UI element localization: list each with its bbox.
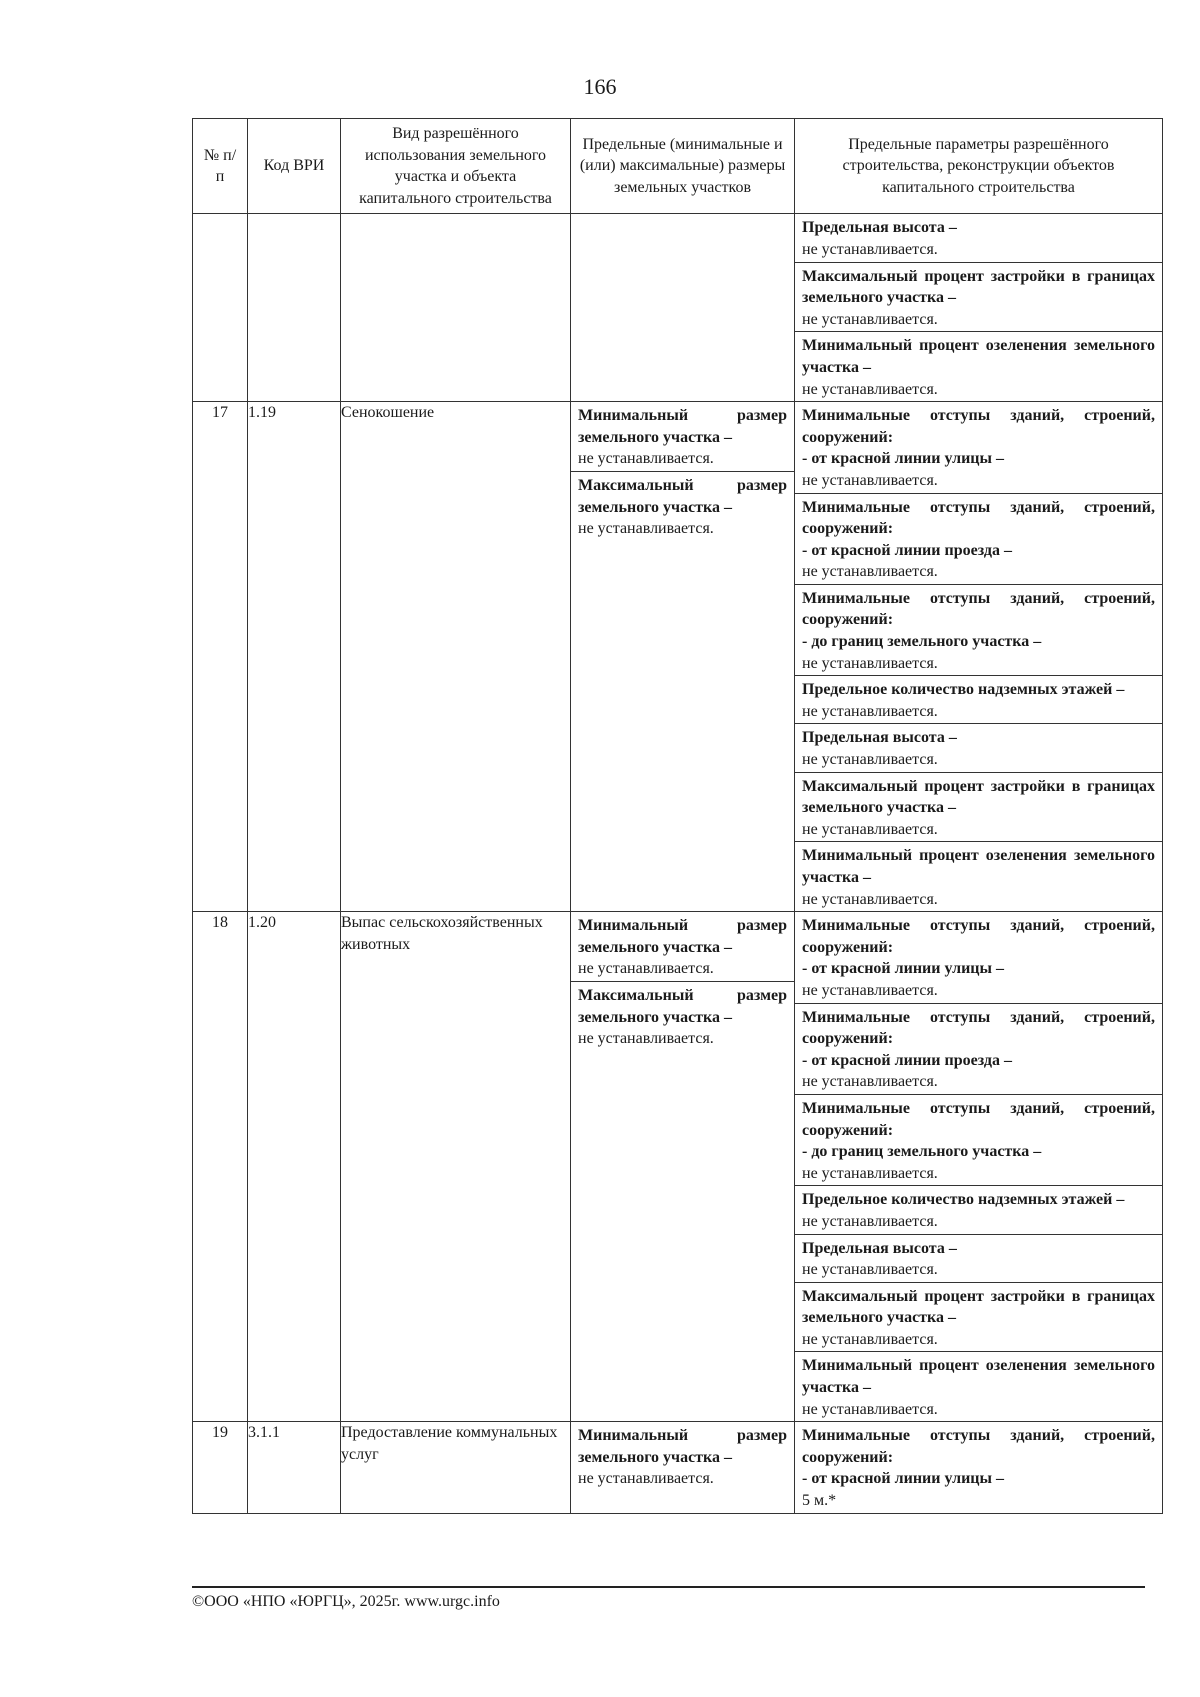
row-params xyxy=(795,402,1163,912)
params-list xyxy=(795,214,1162,401)
param-value: не устанавливается. xyxy=(802,563,938,581)
regulations-table xyxy=(192,118,1163,1514)
param-title: Минимальные отступы зданий, строений, сооружений: xyxy=(802,498,1155,538)
size-item xyxy=(571,982,794,1051)
table-row xyxy=(193,1422,1163,1513)
param-value: не устанавливается. xyxy=(802,1073,938,1091)
header-use: Вид разрешённого использования земельного участка и объекта капитального строительства xyxy=(341,119,571,214)
param-value: не устанавливается. xyxy=(802,240,938,258)
param-value: не устанавливается. xyxy=(802,654,938,672)
row-params xyxy=(795,912,1163,1422)
param-title: Минимальные отступы зданий, строений, сооружений: xyxy=(802,1008,1155,1048)
cell-num xyxy=(193,214,248,402)
footer-copyright: ©ООО «НПО «ЮРГЦ», 2025г. www.urgc.info xyxy=(192,1593,500,1610)
row-number: 19 xyxy=(193,1422,248,1513)
param-value: не устанавливается. xyxy=(802,471,938,489)
header-params: Предельные параметры разрешённого строительства, реконструкции объектов капитального строительства xyxy=(795,119,1163,214)
param-item xyxy=(795,1186,1162,1234)
row-params xyxy=(795,1422,1163,1513)
param-item xyxy=(795,842,1162,911)
size-item xyxy=(571,1422,794,1491)
param-item xyxy=(795,724,1162,772)
param-item xyxy=(795,1422,1162,1512)
size-title: Максимальный размер земельного участка – xyxy=(578,986,787,1026)
params-list xyxy=(795,1422,1162,1512)
size-item xyxy=(571,402,794,472)
size-list xyxy=(571,912,794,1051)
param-title: Минимальные отступы зданий, строений, сооружений: xyxy=(802,917,1155,956)
param-item xyxy=(795,214,1162,262)
param-item xyxy=(795,773,1162,843)
size-value: не устанавливается. xyxy=(578,1030,714,1048)
size-title: Минимальный размер земельного участка – xyxy=(578,1427,787,1466)
param-value: не устанавливается. xyxy=(802,1164,938,1182)
param-item xyxy=(795,1235,1162,1283)
param-item xyxy=(795,585,1162,676)
param-subtitle: - от красной линии улицы – xyxy=(802,960,1004,978)
header-num: № п/п xyxy=(193,119,248,214)
row-sizes xyxy=(571,1422,795,1513)
param-value: не устанавливается. xyxy=(802,380,938,398)
param-title: Предельное количество надземных этажей – xyxy=(802,1191,1125,1209)
row-use-type: Сенокошение xyxy=(341,402,571,912)
table-row xyxy=(193,912,1163,1422)
param-title: Предельная высота – xyxy=(802,1239,957,1257)
param-value: не устанавливается. xyxy=(802,1261,938,1279)
cell-code xyxy=(248,214,341,402)
param-item xyxy=(795,912,1162,1003)
param-subtitle: - до границ земельного участка – xyxy=(802,1143,1042,1161)
param-value: не устанавливается. xyxy=(802,981,938,999)
size-value: не устанавливается. xyxy=(578,520,714,538)
param-title: Максимальный процент застройки в границах земельного участка – xyxy=(802,777,1155,817)
param-title: Предельная высота – xyxy=(802,729,957,747)
param-title: Максимальный процент застройки в границах земельного участка – xyxy=(802,267,1155,307)
cell-size xyxy=(571,214,795,402)
size-title: Максимальный размер земельного участка – xyxy=(578,476,787,516)
param-subtitle: - до границ земельного участка – xyxy=(802,633,1042,651)
size-value: не устанавливается. xyxy=(578,450,714,468)
size-title: Минимальный размер земельного участка – xyxy=(578,917,787,956)
param-value: 5 м.* xyxy=(802,1492,837,1510)
param-title: Минимальный процент озеленения земельного участка – xyxy=(802,1357,1155,1397)
size-value: не устанавливается. xyxy=(578,1470,714,1488)
param-value: не устанавливается. xyxy=(802,1330,938,1348)
param-title: Максимальный процент застройки в границах земельного участка – xyxy=(802,1287,1155,1327)
param-title: Минимальный процент озеленения земельного участка – xyxy=(802,337,1155,376)
param-value: не устанавливается. xyxy=(802,751,938,769)
table-header-row xyxy=(193,119,1163,214)
cell-use xyxy=(341,214,571,402)
param-value: не устанавливается. xyxy=(802,702,938,720)
param-value: не устанавливается. xyxy=(802,310,938,328)
row-use-type: Предоставление коммунальных услуг xyxy=(341,1422,571,1513)
param-item xyxy=(795,402,1162,493)
continued-row xyxy=(193,214,1163,402)
param-subtitle: - от красной линии проезда – xyxy=(802,541,1012,559)
param-value: не устанавливается. xyxy=(802,1400,938,1418)
param-item xyxy=(795,1283,1162,1353)
row-number: 17 xyxy=(193,402,248,912)
param-title: Предельная высота – xyxy=(802,219,957,237)
row-use-type: Выпас сельскохозяйственных животных xyxy=(341,912,571,1422)
params-list xyxy=(795,402,1162,911)
page-number: 166 xyxy=(583,74,617,99)
footer-divider xyxy=(192,1586,1145,1588)
size-value: не устанавливается. xyxy=(578,960,714,978)
cell-params xyxy=(795,214,1163,402)
param-item xyxy=(795,332,1162,401)
params-list xyxy=(795,912,1162,1421)
param-item xyxy=(795,676,1162,724)
param-item xyxy=(795,263,1162,333)
param-subtitle: - от красной линии улицы – xyxy=(802,1470,1004,1488)
size-list xyxy=(571,1422,794,1491)
row-sizes xyxy=(571,912,795,1422)
param-subtitle: - от красной линии проезда – xyxy=(802,1051,1012,1069)
size-item xyxy=(571,912,794,982)
param-item xyxy=(795,1095,1162,1186)
row-sizes xyxy=(571,402,795,912)
param-item xyxy=(795,1352,1162,1421)
param-value: не устанавливается. xyxy=(802,820,938,838)
size-item xyxy=(571,472,794,541)
param-item xyxy=(795,494,1162,585)
row-number: 18 xyxy=(193,912,248,1422)
param-title: Минимальные отступы зданий, строений, сооружений: xyxy=(802,589,1155,629)
row-code: 3.1.1 xyxy=(248,1422,341,1513)
row-code: 1.20 xyxy=(248,912,341,1422)
size-list xyxy=(571,402,794,541)
param-title: Минимальные отступы зданий, строений, сооружений: xyxy=(802,1099,1155,1139)
param-value: не устанавливается. xyxy=(802,1212,938,1230)
param-title: Минимальные отступы зданий, строений, сооружений: xyxy=(802,1427,1155,1466)
table-body xyxy=(193,214,1163,1513)
param-item xyxy=(795,1004,1162,1095)
size-title: Минимальный размер земельного участка – xyxy=(578,407,787,446)
row-code: 1.19 xyxy=(248,402,341,912)
param-title: Предельное количество надземных этажей – xyxy=(802,681,1125,699)
param-title: Минимальный процент озеленения земельного участка – xyxy=(802,847,1155,886)
table-row xyxy=(193,402,1163,912)
param-title: Минимальные отступы зданий, строений, сооружений: xyxy=(802,407,1155,446)
param-value: не устанавливается. xyxy=(802,890,938,908)
header-size: Предельные (минимальные и (или) максимальные) размеры земельных участков xyxy=(571,119,795,214)
header-code: Код ВРИ xyxy=(248,119,341,214)
param-subtitle: - от красной линии улицы – xyxy=(802,450,1004,468)
